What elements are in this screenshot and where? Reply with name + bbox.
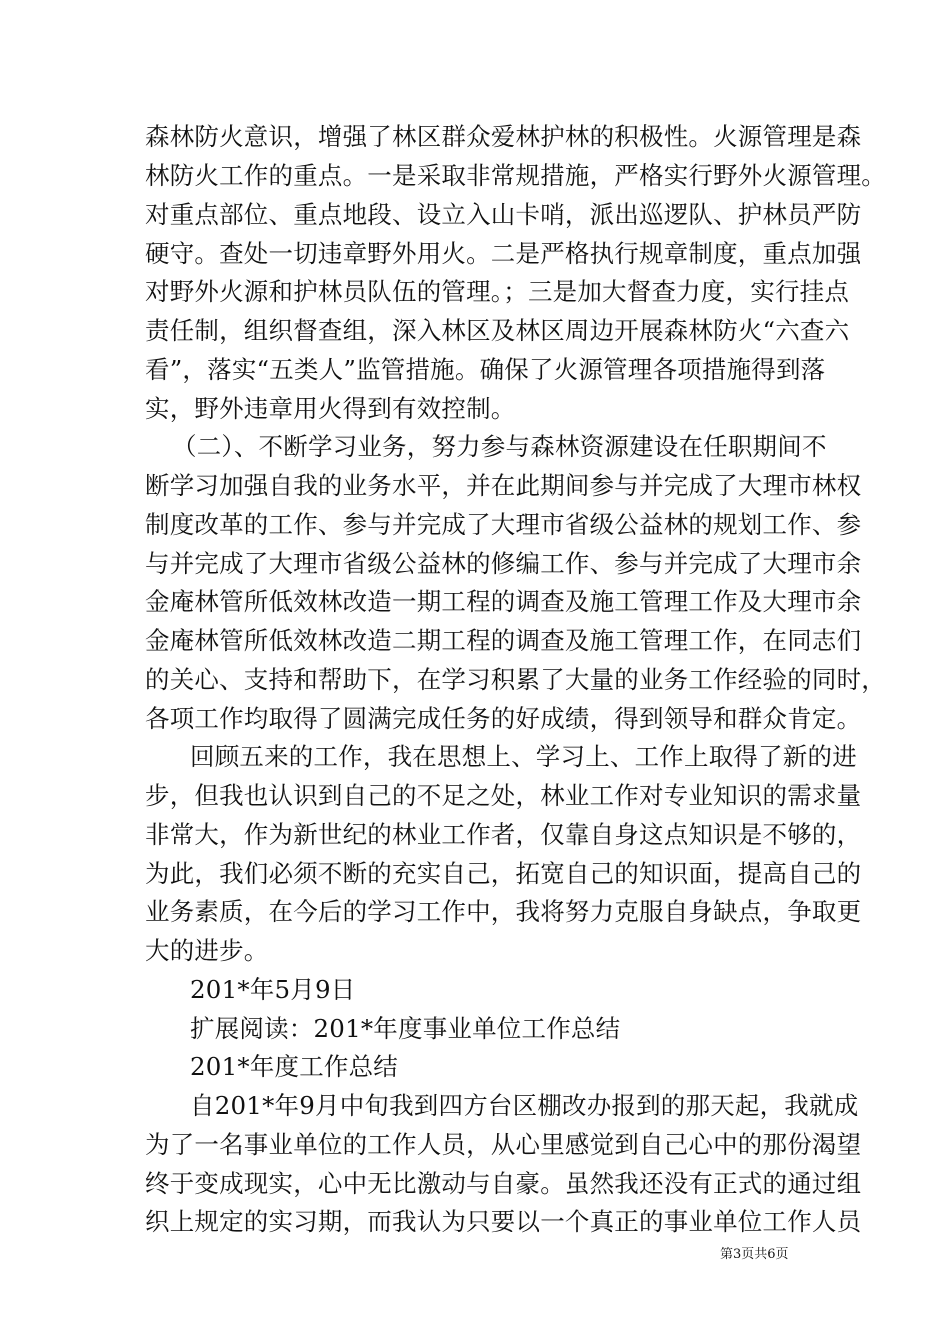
text-line: 终于变成现实，心中无比激动与自豪。虽然我还没有正式的通过组: [145, 1169, 862, 1198]
text-line: 各项工作均取得了圆满完成任务的好成绩，得到领导和群众肯定。: [145, 704, 862, 733]
text-line: 断学习加强自我的业务水平，并在此期间参与并完成了大理市林权: [145, 471, 862, 500]
date-line: 201*年5月9日: [190, 975, 356, 1004]
text-line: 林防火工作的重点。一是采取非常规措施，严格实行野外火源管理。: [145, 161, 886, 190]
text-line: 为此，我们必须不断的充实自己，拓宽自己的知识面，提高自己的: [145, 859, 862, 888]
text-line: 看”，落实“五类人”监管措施。确保了火源管理各项措施得到落: [145, 355, 826, 384]
text-line: 对重点部位、重点地段、设立入山卡哨，派出巡逻队、护林员严防: [145, 200, 862, 229]
text-line: 业务素质，在今后的学习工作中，我将努力克服自身缺点，争取更: [145, 897, 862, 926]
text-line: 步，但我也认识到自己的不足之处，林业工作对专业知识的需求量: [145, 781, 862, 810]
text-line: 为了一名事业单位的工作人员，从心里感觉到自己心中的那份渴望: [145, 1130, 862, 1159]
text-line: 大的进步。: [145, 936, 269, 965]
page-number: 第3页共6页: [720, 1247, 789, 1262]
text-line: 金庵林管所低效林改造二期工程的调查及施工管理工作，在同志们: [145, 626, 862, 655]
text-line: 硬守。查处一切违章野外用火。二是严格执行规章制度，重点加强: [145, 239, 862, 268]
text-line: 实，野外违章用火得到有效控制。: [145, 394, 516, 423]
text-line: 责任制，组织督查组，深入林区及林区周边开展森林防火“六查六: [145, 316, 850, 345]
text-line: 与并完成了大理市省级公益林的修编工作、参与并完成了大理市余: [145, 549, 862, 578]
text-line: 织上规定的实习期，而我认为只要以一个真正的事业单位工作人员: [145, 1207, 862, 1236]
text-line: 自201*年9月中旬我到四方台区棚改办报到的那天起，我就成: [190, 1091, 859, 1120]
section-title: 201*年度工作总结: [190, 1052, 399, 1081]
text-line: （二）、不断学习业务，努力参与森林资源建设在任职期间不: [172, 432, 827, 461]
text-line: 的关心、支持和帮助下，在学习积累了大量的业务工作经验的同时，: [145, 665, 886, 694]
text-line: 回顾五来的工作，我在思想上、学习上、工作上取得了新的进: [190, 742, 857, 771]
text-line: 对野外火源和护林员队伍的管理。；三是加大督查力度，实行挂点: [145, 277, 850, 306]
text-line: 金庵林管所低效林改造一期工程的调查及施工管理工作及大理市余: [145, 587, 862, 616]
text-line: 制度改革的工作、参与并完成了大理市省级公益林的规划工作、参: [145, 510, 862, 539]
text-line: 非常大，作为新世纪的林业工作者，仅靠自身这点知识是不够的，: [145, 820, 862, 849]
text-line: 森林防火意识，增强了林区群众爱林护林的积极性。火源管理是森: [145, 122, 862, 151]
extended-reading-title: 扩展阅读：201*年度事业单位工作总结: [190, 1014, 621, 1043]
